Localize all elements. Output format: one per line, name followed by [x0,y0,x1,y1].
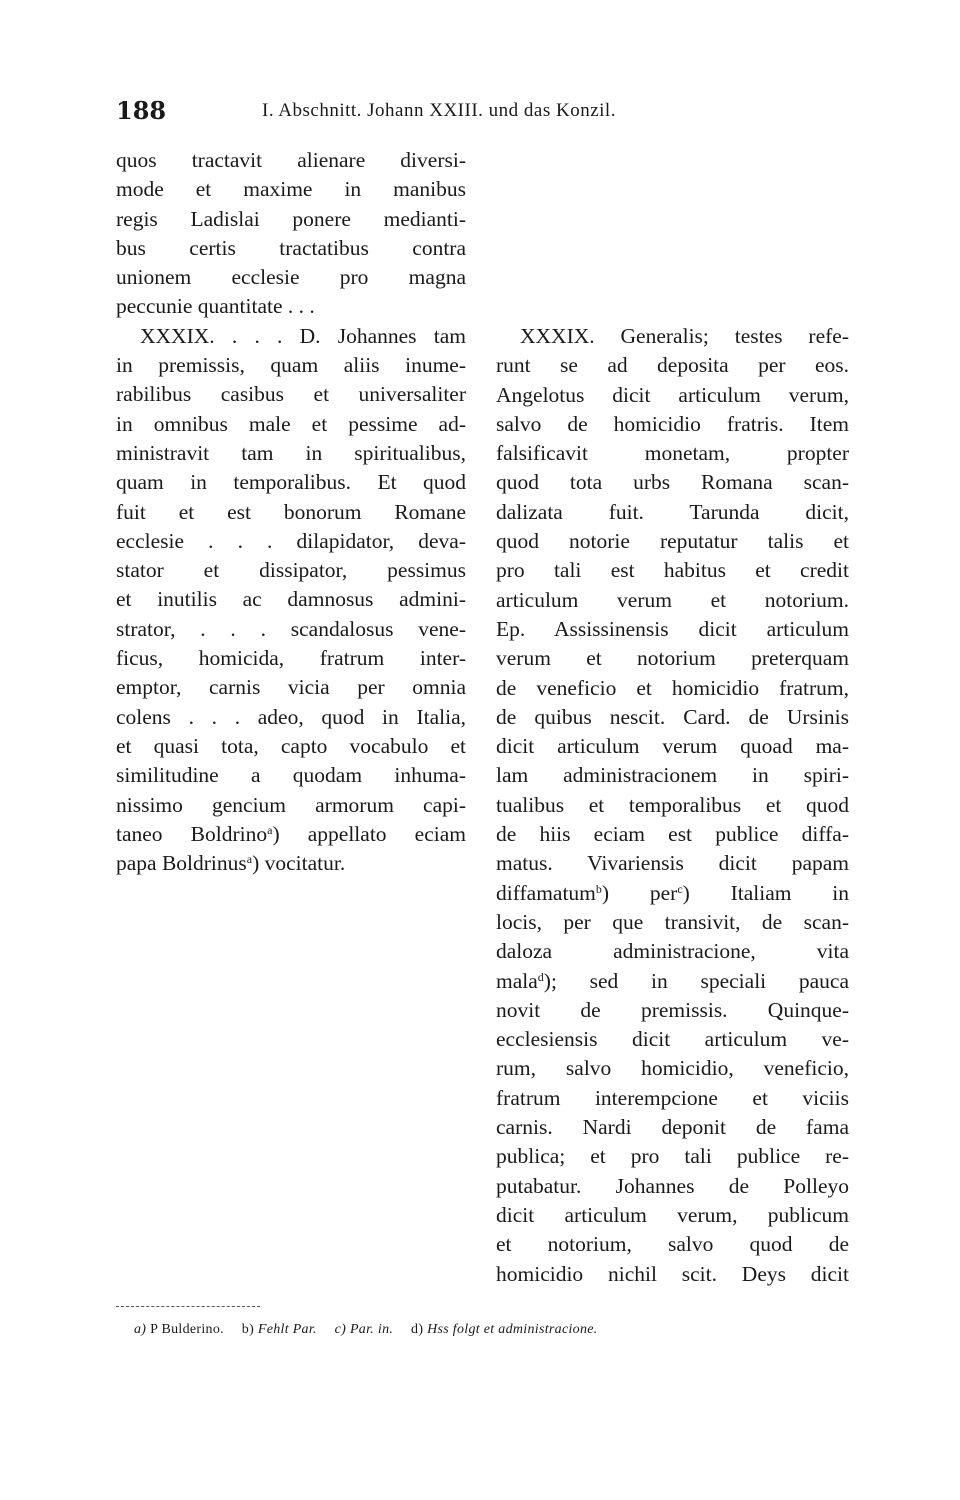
text-line: mode et maxime in manibus [116,177,466,202]
text-line: lam administracionem in spiri- [496,763,849,788]
right-column-testimony-text [496,322,849,1289]
text-line-with-note [496,879,849,908]
text-line-with-note [116,820,466,849]
text-line: unionem ecclesie pro magna [116,265,466,290]
text-line: locis, per que transivit, de scan- [496,909,849,934]
footnote-text: Fehlt Par. [257,1322,317,1337]
footnote-marker: d [537,969,544,984]
footnote-text: P Bulderino. [150,1322,224,1337]
text-line: quam in temporalibus. Et quod [116,470,466,495]
text-line: pro tali est habitus et credit [496,558,849,583]
text-fragment: ) Italiam in [682,880,849,905]
text-line: ecclesiensis dicit articulum ve- [496,1027,849,1052]
text-line: stator et dissipator, pessimus [116,558,466,583]
text-line-with-note [116,849,466,878]
footnote-c [335,1322,394,1337]
text-line: peccunie quantitate . . . [116,294,315,319]
footnote-mark: a) [134,1322,147,1337]
text-line: ficus, homicida, fratrum inter- [116,646,466,671]
text-line: de quibus nescit. Card. de Ursinis [496,704,849,729]
footnote-mark: d) [411,1322,424,1337]
text-line: rum, salvo homicidio, veneficio, [496,1056,849,1081]
text-line: ecclesie . . . dilapidator, deva- [116,528,466,553]
text-line: strator, . . . scandalosus vene- [116,616,466,641]
footnote-marker: a [246,852,253,867]
footnote-a [134,1322,224,1337]
footnote-marker: b [595,881,602,896]
text-line: dicit articulum verum, publicum [496,1202,849,1227]
footnote-text: Hss folgt et administracione. [427,1322,598,1337]
footnote-marker: a [267,822,273,837]
text-line: daloza administracione, vita [496,939,849,964]
text-line: et notorium, salvo quod de [496,1232,849,1257]
text-fragment: ) per [601,880,678,905]
page-number: 188 [116,96,167,125]
text-line: quod tota urbs Romana scan- [496,470,849,495]
text-line: de veneficio et homicidio fratrum, [496,675,849,700]
text-line: putabatur. Johannes de Polleyo [496,1173,849,1198]
text-line: emptor, carnis vicia per omnia [116,675,466,700]
text-line: colens . . . adeo, quod in Italia, [116,704,466,729]
text-fragment: ) vocitatur. [252,851,346,876]
text-line: bus certis tractatibus contra [116,235,466,260]
text-fragment: taneo Boldrino [116,821,268,846]
footnote-marker: c [677,881,683,896]
text-line: novit de premissis. Quinque- [496,997,849,1022]
text-line: quod notorie reputatur talis et [496,529,849,554]
text-line: publica; et pro tali publice re- [496,1144,849,1169]
footnote-d [411,1322,598,1337]
text-line: et quasi tota, capto vocabulo et [116,733,466,758]
footnote-b [242,1322,317,1337]
text-line: dalizata fuit. Tarunda dicit, [496,499,849,524]
text-line: tualibus et temporalibus et quod [496,792,849,817]
text-line: et inutilis ac damnosus admini- [116,587,466,612]
text-fragment: papa Boldrinus [116,851,247,876]
footnote-separator [116,1306,260,1307]
text-line: Angelotus dicit articulum verum, [496,382,849,407]
article-heading-line: XXXIX. Generalis; testes refe- [520,324,849,348]
text-line: ministravit tam in spiritualibus, [116,440,466,465]
text-line: verum et notorium preterquam [496,646,849,671]
text-line: falsificavit monetam, propter [496,441,849,466]
text-line: nissimo gencium armorum capi- [116,792,466,817]
footnote-mark: c) [334,1322,347,1337]
text-line: articulum verum et notorium. [496,587,849,612]
text-line: dicit articulum verum quoad ma- [496,734,849,759]
footnote-text: Par. in. [349,1322,394,1337]
text-line: runt se ad deposita per eos. [496,353,849,378]
left-column-latin-text [116,146,466,878]
text-line: in premissis, quam aliis inume- [116,353,466,378]
text-line: carnis. Nardi deponit de fama [496,1115,849,1140]
running-title: I. Abschnitt. Johann XXIII. und das Konzil. [262,100,616,121]
text-line: fuit et est bonorum Romane [116,499,466,524]
text-fragment: mala [496,968,538,993]
text-line: fratrum interempcione et viciis [496,1085,849,1110]
text-line: Ep. Assissinensis dicit articulum [496,616,849,641]
footnotes [134,1322,612,1338]
text-line: quos tractavit alienare diversi- [116,148,466,172]
text-fragment: ) appellato eciam [272,821,466,846]
article-heading-line: XXXIX. . . . D. Johannes tam [140,323,466,348]
text-fragment: diffamatum [496,880,596,905]
text-line: rabilibus casibus et universaliter [116,382,466,407]
text-line-with-note [496,967,849,996]
text-fragment: ); sed in speciali pauca [543,968,849,993]
text-line: similitudine a quodam inhuma- [116,763,466,788]
text-line: salvo de homicidio fratris. Item [496,411,849,436]
text-line: in omnibus male et pessime ad- [116,411,466,436]
text-line: de hiis eciam est publice diffa- [496,822,849,847]
text-line: regis Ladislai ponere medianti- [116,206,466,231]
text-line: homicidio nichil scit. Deys dicit [496,1261,849,1286]
footnote-mark: b) [241,1322,255,1337]
text-line: matus. Vivariensis dicit papam [496,851,849,876]
